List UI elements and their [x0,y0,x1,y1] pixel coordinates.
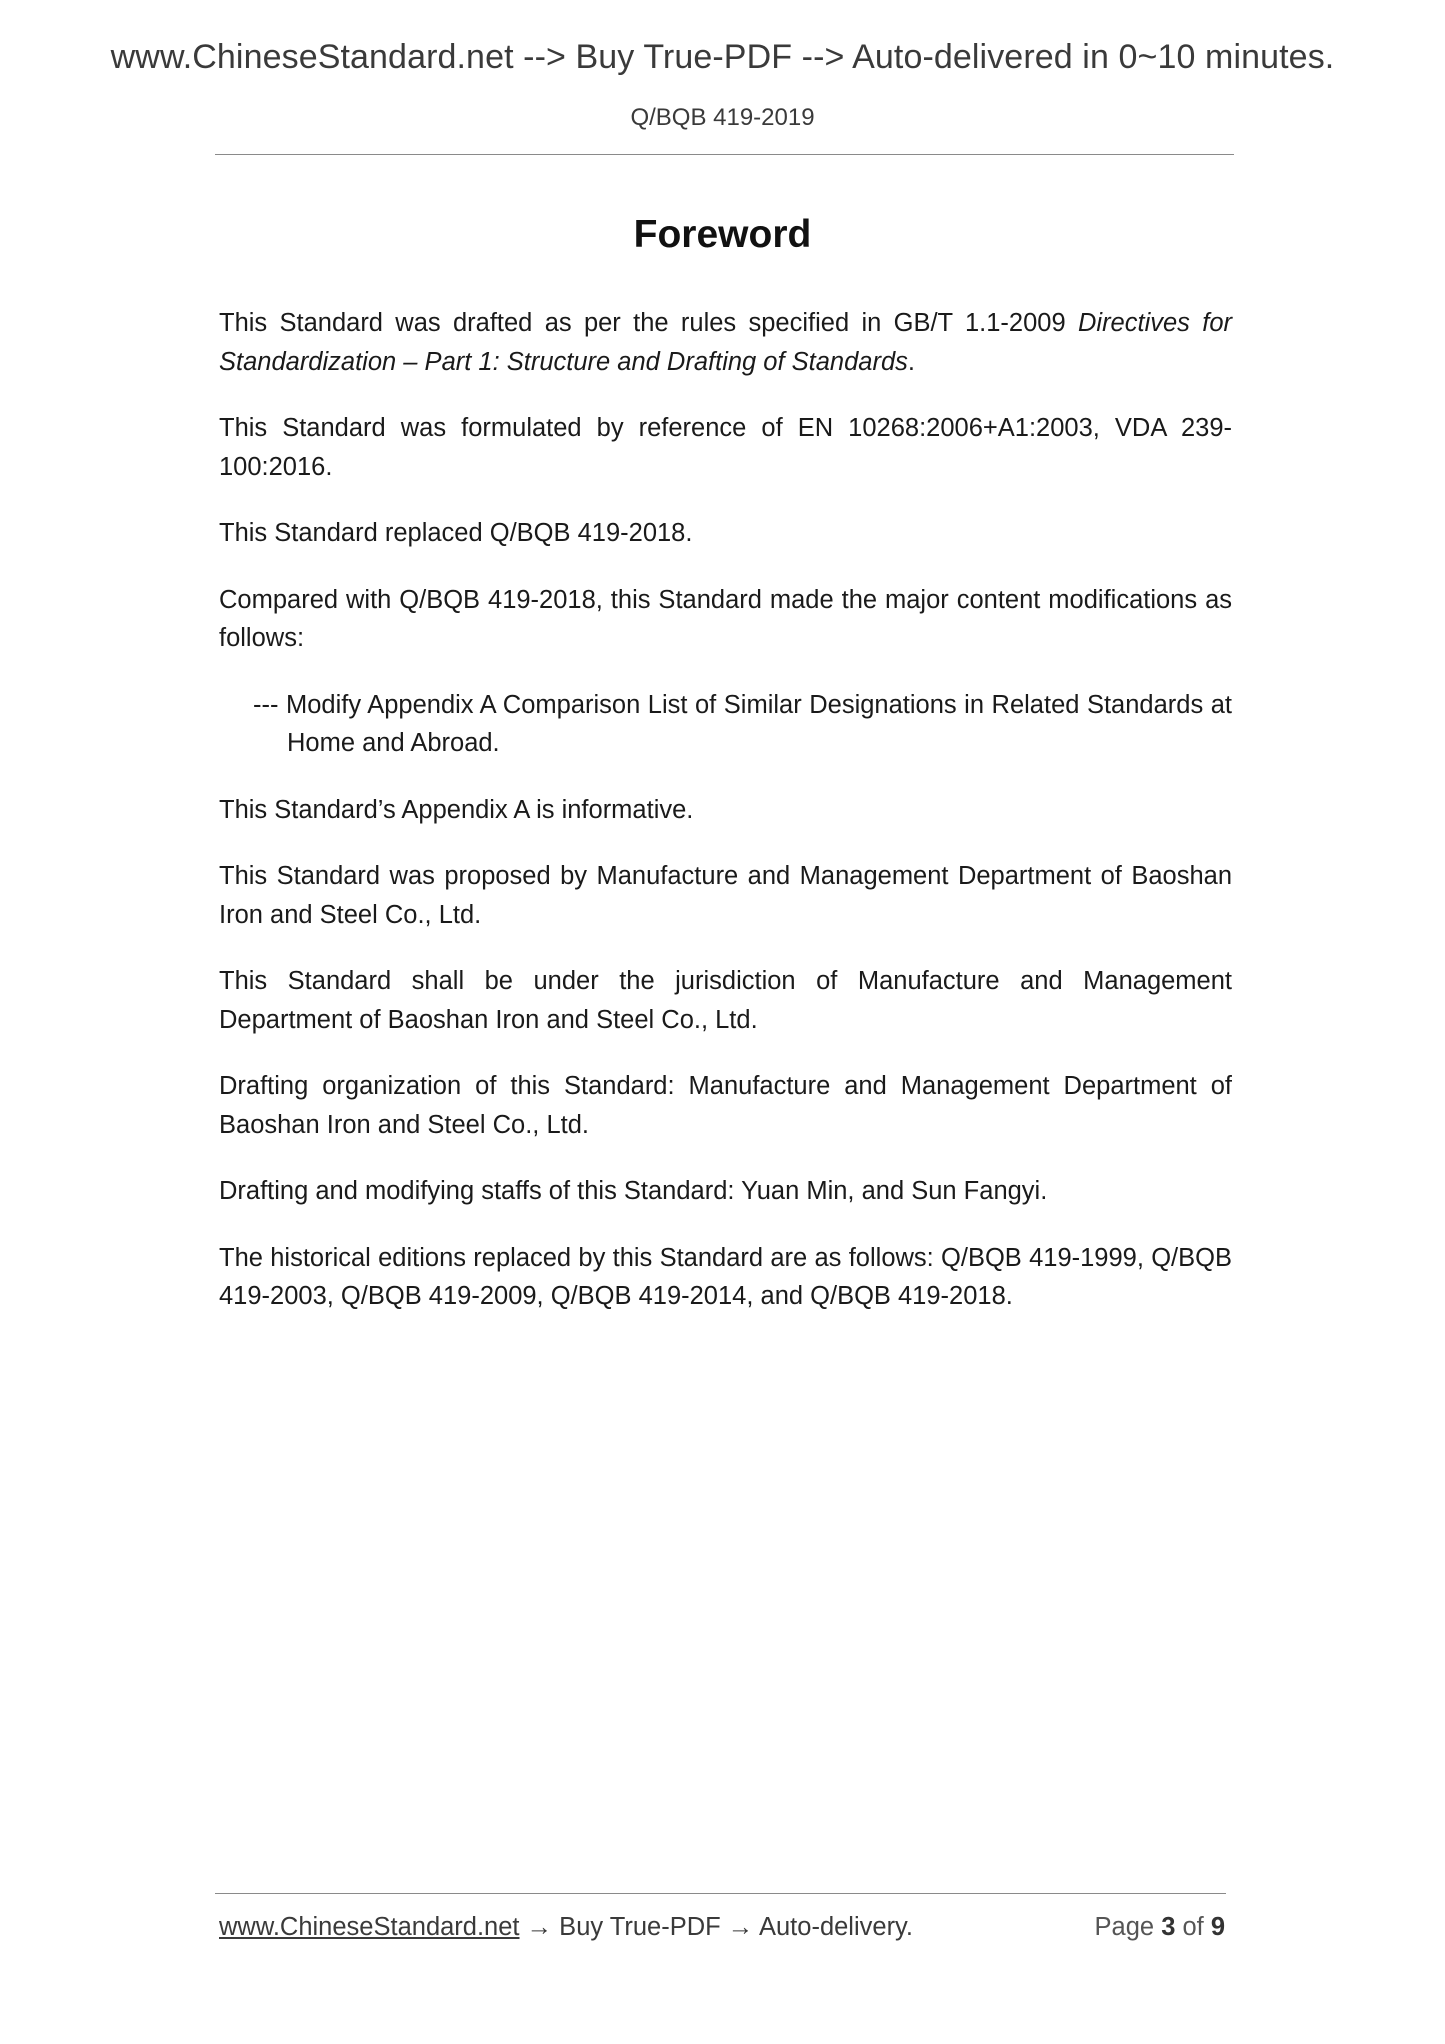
page-label: Page [1094,1913,1162,1941]
paragraph-drafting-organization: Drafting organization of this Standard: Manufacture and Management Department of Baoshan Iron and Steel Co., Ltd. [219,1072,1232,1139]
header-divider [215,154,1234,155]
paragraph-text: This Standard was drafted as per the rules specified in GB/T 1.1-2009 [219,309,1078,337]
paragraph-replaced: This Standard replaced Q/BQB 419-2018. [219,519,693,547]
page-title: Foreword [633,213,812,256]
footer-divider [215,1893,1226,1894]
top-banner: www.ChineseStandard.net --> Buy True-PDF --> Auto-delivered in 0~10 minutes. [110,38,1335,76]
page-number [1095,1913,1225,1942]
footer-promo [219,1913,913,1942]
paragraph-drafting-staff: Drafting and modifying staffs of this Standard: Yuan Min, and Sun Fangyi. [219,1177,1048,1205]
page-total: 9 [1210,1913,1225,1941]
paragraph-text: . [907,347,915,376]
paragraph-drafting-rules [219,304,1232,381]
paragraph-appendix: This Standard’s Appendix A is informative. [219,795,694,824]
page-of: of [1175,1913,1211,1941]
cited-standard-title: Directives for Standardization – Part 1: Structure and Drafting of Standards [219,309,1233,376]
paragraph-modifications: Compared with Q/BQB 419-2018, this Standard made the major content modifications as follows: [219,585,1232,652]
footer-tagline: → Buy True-PDF → Auto-delivery. [519,1913,913,1941]
paragraph-references: This Standard was formulated by reference of EN 10268:2006+A1:2003, VDA 239-100:2016. [219,414,1232,481]
paragraph-proposed-by: This Standard was proposed by Manufacture and Management Department of Baoshan Iron and Steel Co., Ltd. [219,862,1232,929]
paragraph-jurisdiction: This Standard shall be under the jurisdiction of Manufacture and Management Department of Baoshan Iron and Steel Co., Ltd. [219,967,1232,1034]
page-current: 3 [1161,1913,1176,1941]
document-code: Q/BQB 419-2019 [630,104,815,131]
foreword-body [219,304,1232,1344]
list-item-modification: --- Modify Appendix A Comparison List of Similar Designations in Related Standards at Home and Abroad. [253,690,1232,757]
paragraph-historical-editions: The historical editions replaced by this Standard are as follows: Q/BQB 419-1999, Q/BQB 419-2003, Q/BQB 419-2009, Q/BQB 419-2014, and Q/BQB 419-2018. [219,1243,1232,1310]
footer-site-link[interactable]: www.ChineseStandard.net [219,1913,520,1941]
